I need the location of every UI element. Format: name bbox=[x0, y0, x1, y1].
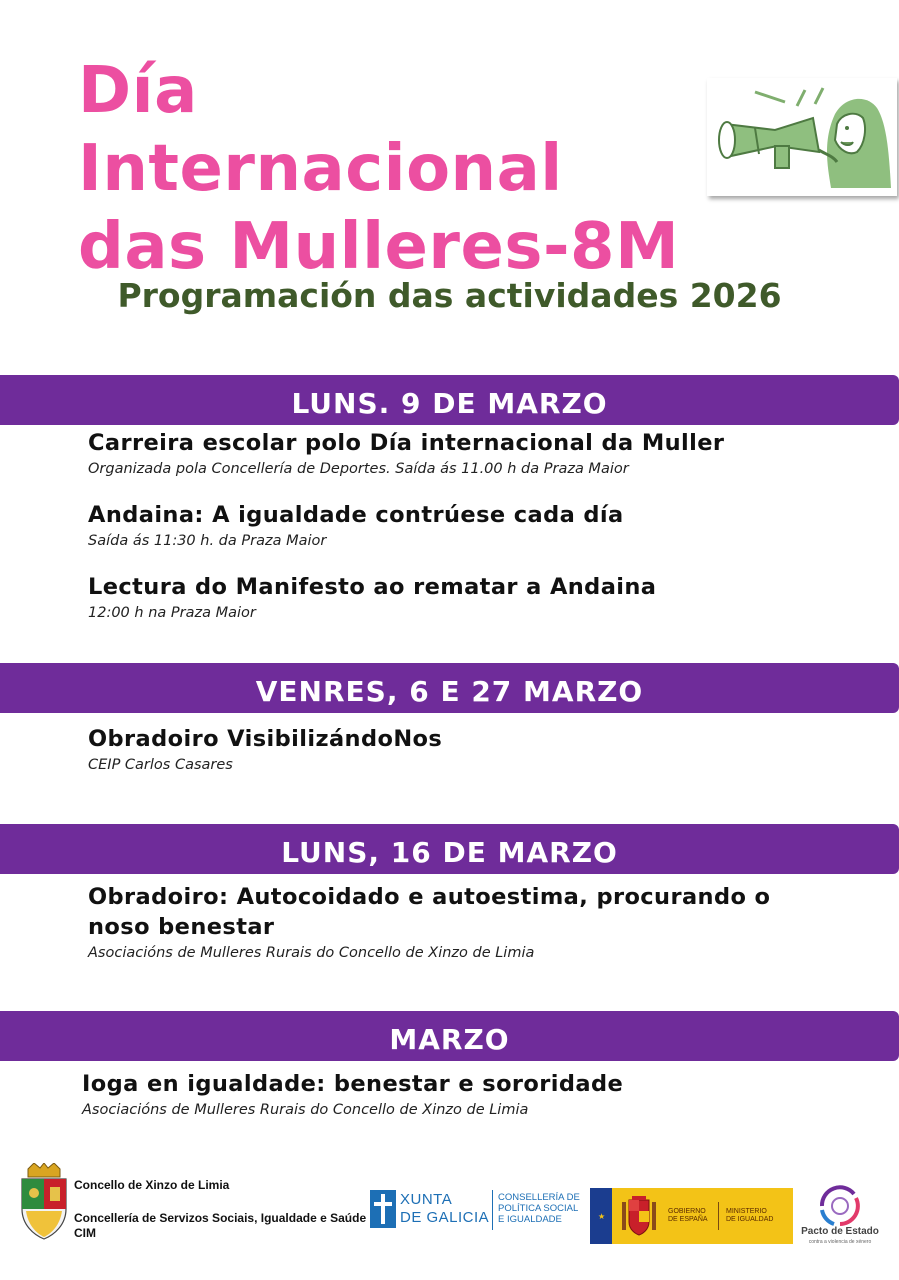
spain-coat-of-arms-icon bbox=[620, 1196, 658, 1236]
activity-detail: Saída ás 11:30 h. da Praza Maior bbox=[88, 533, 327, 549]
xunta-cross-icon bbox=[370, 1190, 396, 1228]
municipal-crest-icon bbox=[18, 1163, 70, 1241]
activity-item bbox=[88, 500, 788, 551]
logo-divider bbox=[492, 1190, 493, 1230]
activity-detail: 12:00 h na Praza Maior bbox=[88, 605, 256, 621]
eu-flag-icon: ★ bbox=[590, 1188, 612, 1244]
event-title-line1: Día Internacional bbox=[78, 54, 563, 206]
megaphone-woman-icon bbox=[715, 84, 891, 188]
municipality-name: Concello de Xinzo de Limia bbox=[74, 1178, 230, 1192]
program-subtitle: Programación das actividades 2026 bbox=[117, 276, 782, 315]
conselleria-line3: E IGUALDADE bbox=[498, 1214, 562, 1225]
activity-detail: Asociacións de Mulleres Rurais do Concello de Xinzo de Limia bbox=[82, 1102, 529, 1118]
section-heading-luns-9: LUNS. 9 DE MARZO bbox=[0, 375, 899, 425]
department-line1: Concellería de Servizos Sociais, Igualdade e Saúde bbox=[74, 1211, 367, 1225]
event-title-line2: das Mulleres-8M bbox=[78, 210, 680, 284]
section-heading-marzo: MARZO bbox=[0, 1011, 899, 1061]
ministerio-line2: DE IGUALDAD bbox=[726, 1216, 774, 1223]
gobierno-line1: GOBIERNO bbox=[668, 1208, 706, 1215]
megaphone-woman-illustration bbox=[707, 78, 897, 196]
section-heading-luns-16: LUNS, 16 DE MARZO bbox=[0, 824, 899, 874]
conselleria-line2: POLÍTICA SOCIAL bbox=[498, 1203, 579, 1214]
pacto-estado-logo bbox=[800, 1184, 880, 1246]
activity-title: Lectura do Manifesto ao rematar a Andaina bbox=[88, 574, 657, 600]
activity-title: Obradoiro VisibilizándoNos bbox=[88, 726, 443, 752]
department-line2: CIM bbox=[74, 1226, 96, 1240]
activity-title: Carreira escolar polo Día internacional da Muller bbox=[88, 430, 725, 456]
pacto-estado-logo-icon bbox=[800, 1184, 880, 1226]
event-title bbox=[78, 52, 698, 286]
section-heading-venres: VENRES, 6 E 27 MARZO bbox=[0, 663, 899, 713]
activity-detail: CEIP Carlos Casares bbox=[88, 757, 233, 773]
gobierno-line2: DE ESPAÑA bbox=[668, 1216, 708, 1223]
activity-title: Ioga en igualdade: benestar e sororidade bbox=[82, 1071, 624, 1097]
ministerio-label bbox=[726, 1208, 773, 1224]
activity-item bbox=[88, 572, 788, 623]
logo-divider bbox=[718, 1202, 719, 1230]
gobierno-espana-logo bbox=[590, 1188, 793, 1244]
xunta-line2: DE GALICIA bbox=[400, 1209, 490, 1226]
xunta-line1: XUNTA bbox=[400, 1191, 453, 1208]
activity-detail: Organizada pola Concellería de Deportes. Saída ás 11.00 h da Praza Maior bbox=[88, 461, 629, 477]
activity-title-line1: Obradoiro: Autocoidado e autoestima, procurando o bbox=[88, 884, 771, 910]
xunta-wordmark bbox=[400, 1191, 489, 1227]
ministerio-line1: MINISTERIO bbox=[726, 1208, 767, 1215]
gobierno-label bbox=[668, 1208, 708, 1224]
activity-item bbox=[88, 428, 788, 479]
activity-detail: Asociacións de Mulleres Rurais do Concello de Xinzo de Limia bbox=[88, 945, 535, 961]
department-name bbox=[74, 1211, 366, 1241]
xunta-logo bbox=[370, 1190, 585, 1232]
activity-item bbox=[88, 882, 788, 963]
pacto-title: Pacto de Estado bbox=[801, 1226, 879, 1237]
activity-title: Andaina: A igualdade contrúese cada día bbox=[88, 502, 624, 528]
activity-item bbox=[82, 1069, 782, 1120]
activity-title-line2: noso benestar bbox=[88, 914, 275, 940]
pacto-subtitle: contra a violencia de xénero bbox=[808, 1239, 872, 1245]
activity-item bbox=[88, 724, 788, 775]
conselleria-label bbox=[498, 1192, 580, 1225]
conselleria-line1: CONSELLERÍA DE bbox=[498, 1192, 580, 1203]
